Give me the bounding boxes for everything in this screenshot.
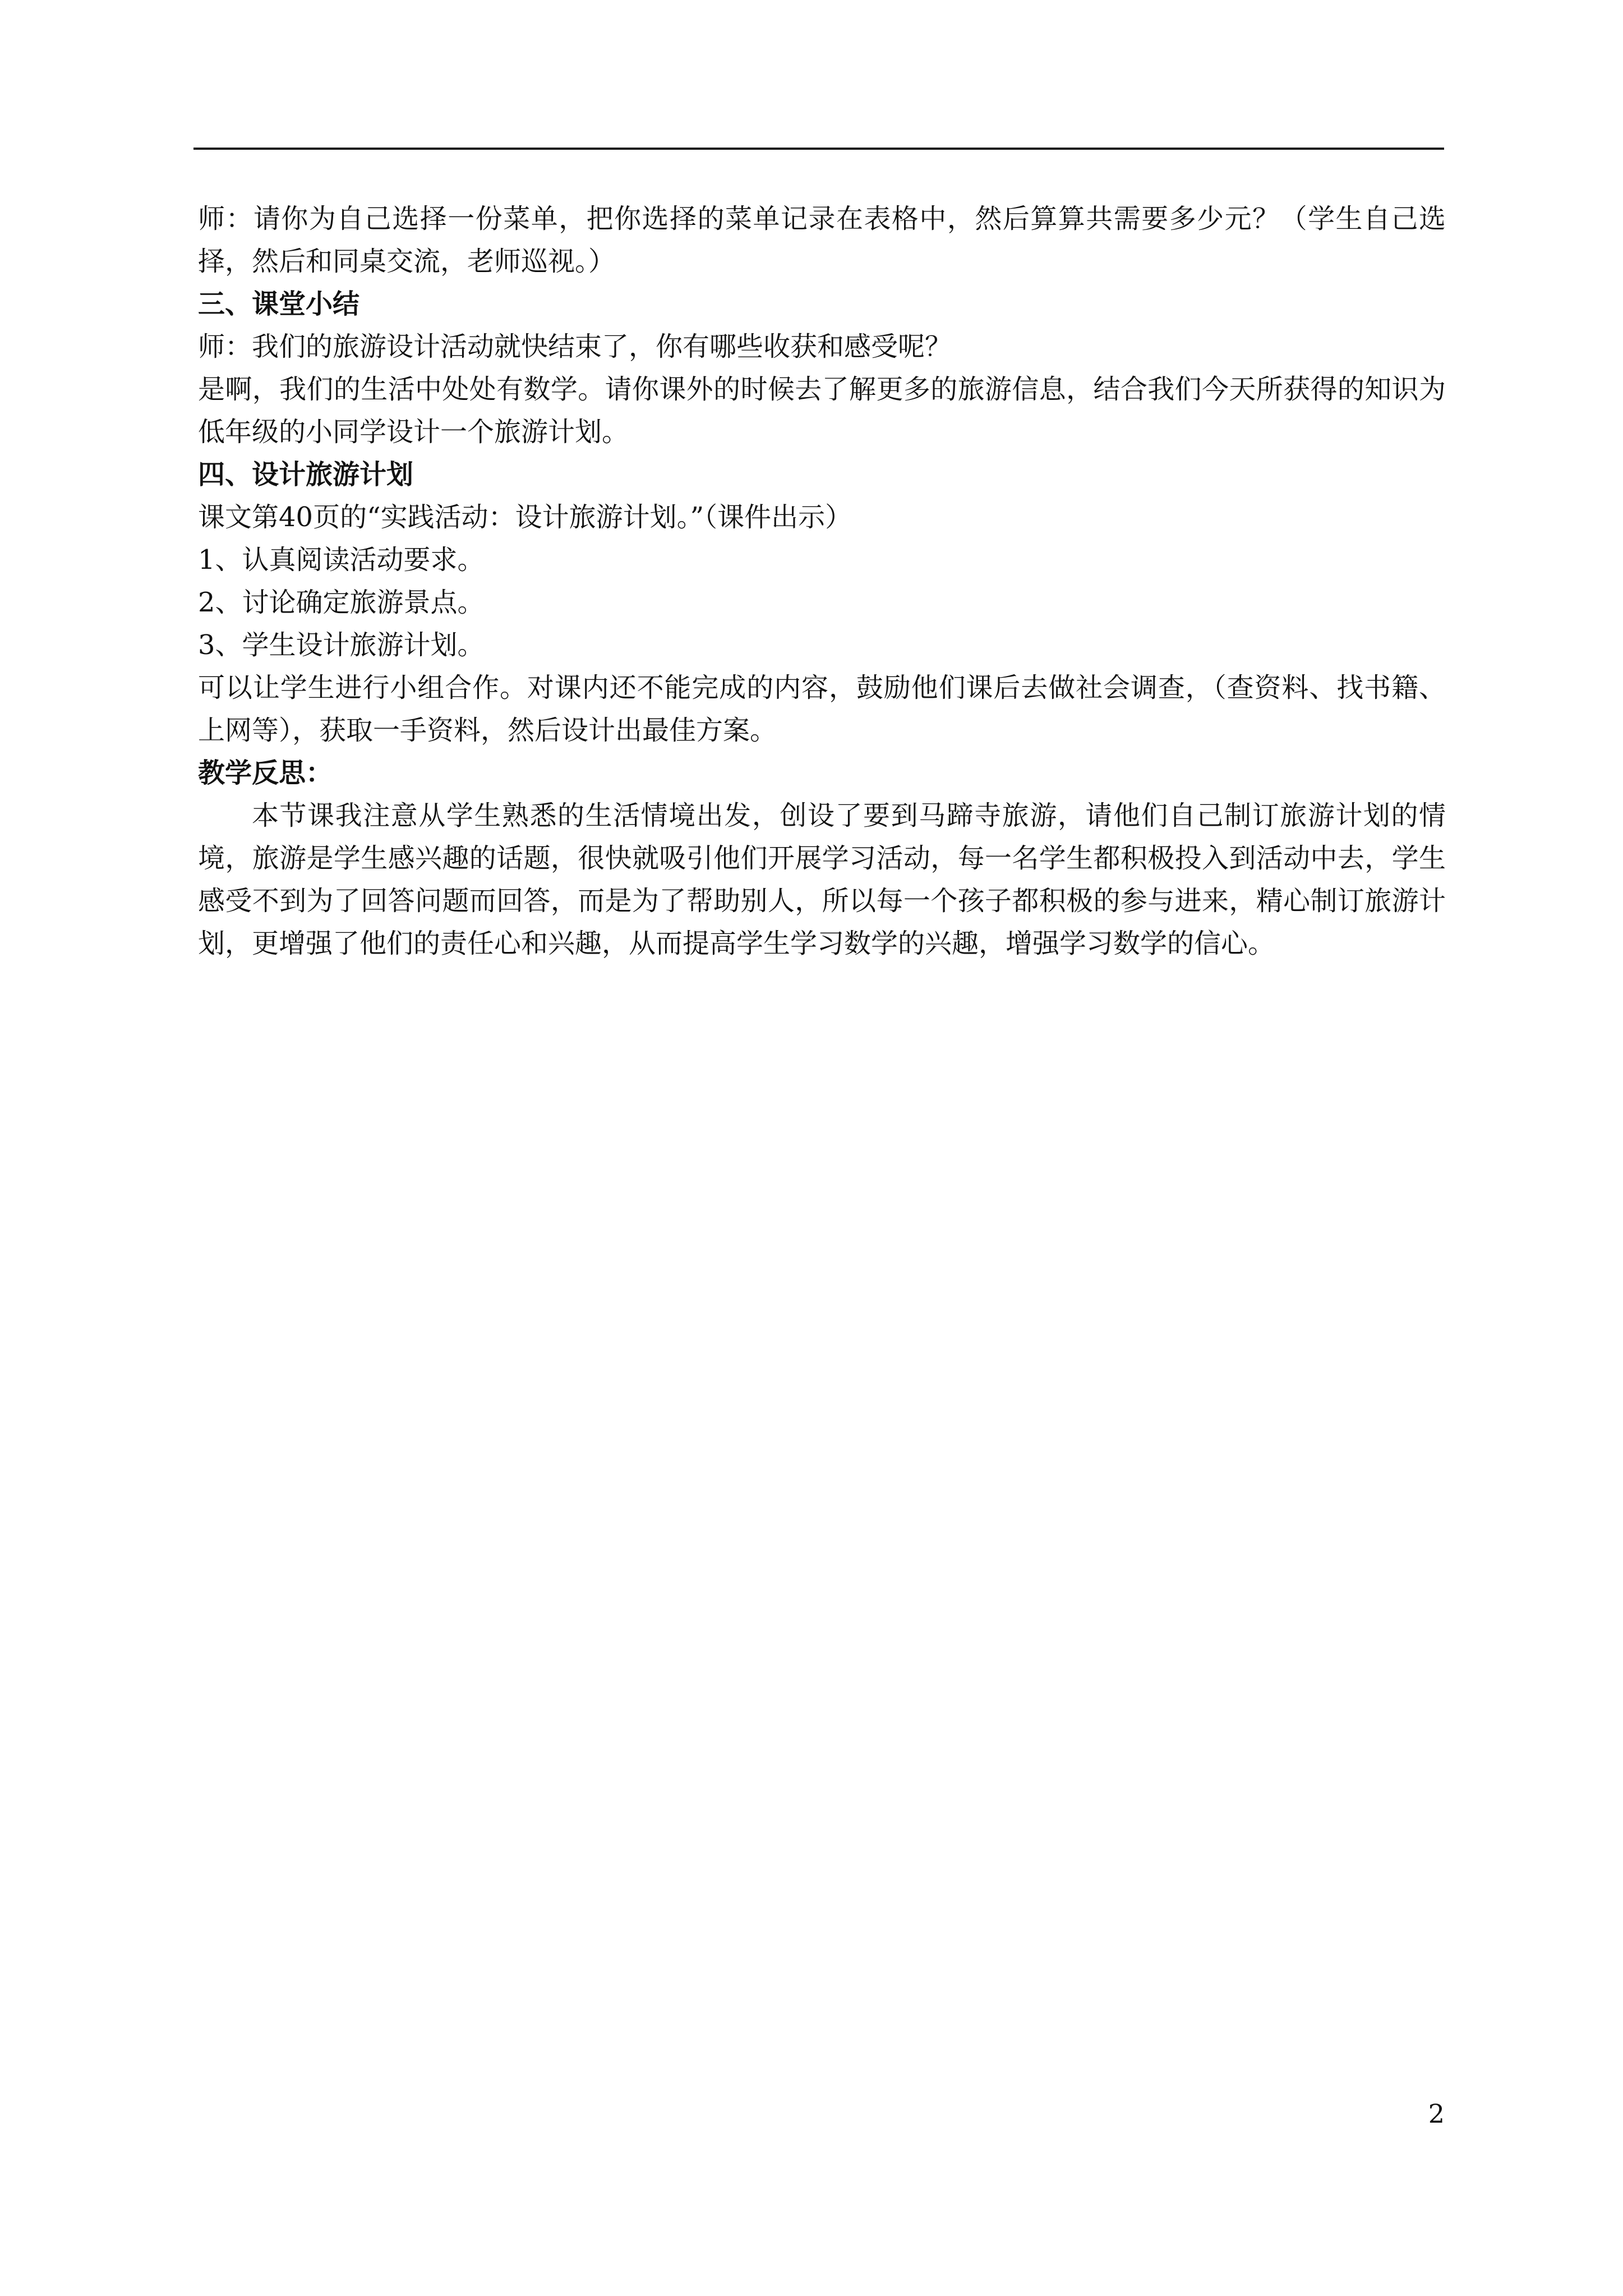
list-item-step-1: 1、认真阅读活动要求。 [198, 544, 485, 576]
list-item-step-3: 3、学生设计旅游计划。 [198, 629, 485, 661]
list-item-step-2: 2、讨论确定旅游景点。 [198, 587, 485, 618]
document-body [198, 197, 1446, 965]
paragraph-math-in-life: 是啊，我们的生活中处处有数学。请你课外的时候去了解更多的旅游信息，结合我们今天所获得的知识为低年级的小同学设计一个旅游计划。 [198, 374, 1446, 448]
heading-design-plan: 四、设计旅游计划 [198, 459, 414, 490]
paragraph-teacher-question: 师：我们的旅游设计活动就快结束了，你有哪些收获和感受呢？ [198, 331, 952, 362]
paragraph-textbook-reference: 课文第40页的“实践活动：设计旅游计划。”（课件出示） [198, 501, 852, 533]
heading-teaching-reflection: 教学反思： [198, 757, 333, 789]
paragraph-reflection: 本节课我注意从学生熟悉的生活情境出发，创设了要到马蹄寺旅游，请他们自己制订旅游计划的情境，旅游是学生感兴趣的话题，很快就吸引他们开展学习活动，每一名学生都积极投入到活动中去，学生感受不到为了回答问题而回答，而是为了帮助别人，所以每一个孩子都积极的参与进来，精心制订旅游计划，更增强了他们的责任心和兴趣，从而提高学生学习数学的兴趣，增强学习数学的信心。 [198, 800, 1446, 959]
paragraph-group-work: 可以让学生进行小组合作。对课内还不能完成的内容，鼓励他们课后去做社会调查，（查资料、找书籍、上网等），获取一手资料，然后设计出最佳方案。 [198, 672, 1446, 746]
paragraph-teacher-menu: 师：请你为自己选择一份菜单，把你选择的菜单记录在表格中，然后算算共需要多少元？（学生自己选择，然后和同桌交流，老师巡视。） [198, 203, 1446, 277]
header-rule [193, 148, 1444, 150]
heading-class-summary: 三、课堂小结 [198, 288, 360, 320]
page-number: 2 [1428, 2099, 1445, 2129]
